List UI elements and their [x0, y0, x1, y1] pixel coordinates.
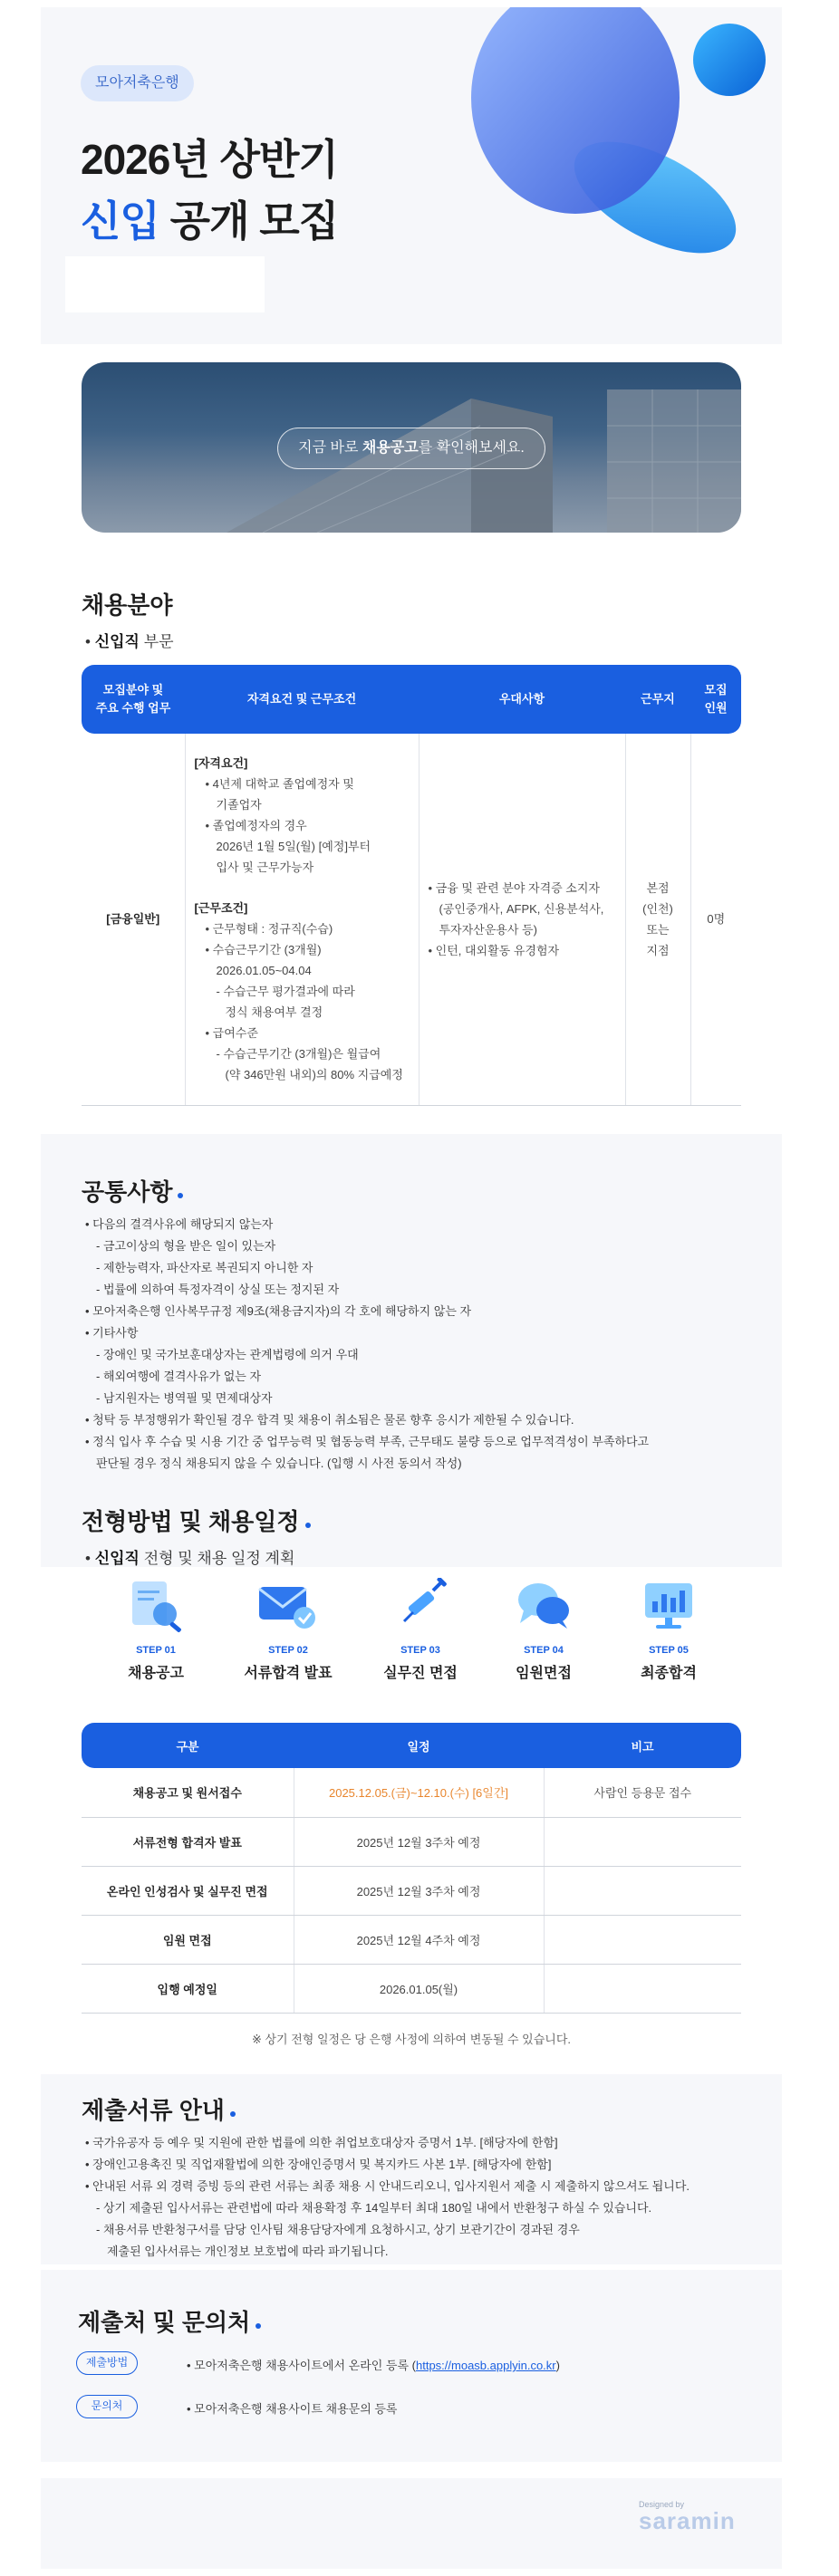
docs-line: • 국가유공자 등 예우 및 지원에 관한 법률에 의한 취업보호대상자 증명서 1부. [해당자에 한함]	[85, 2136, 558, 2149]
title-dot	[230, 2111, 236, 2117]
schedule-row-name: 채용공고 및 원서접수	[82, 1768, 294, 1817]
process-sub-bold: 신입직	[94, 1550, 140, 1567]
docs-line: 제출된 입사서류는 개인정보 보호법에 따라 파기됩니다.	[107, 2244, 389, 2258]
qualification-cell	[185, 734, 419, 1105]
header-schedule: 일정	[294, 1723, 544, 1768]
schedule-header	[82, 1723, 741, 1768]
banner-image[interactable]	[82, 362, 741, 533]
step-2	[225, 1578, 352, 1682]
location-line: (인천)	[642, 901, 673, 916]
schedule-row-note: 사람인 등용문 접수	[544, 1768, 741, 1817]
pref-line: 투자자산운용사 등)	[439, 922, 537, 937]
step-number: STEP 02	[268, 1645, 308, 1656]
qual-line: 2026년 1월 5일(월) [예정]부터	[216, 840, 371, 854]
step-4	[480, 1578, 607, 1682]
banner-text-after: 를 확인해보세요.	[418, 440, 525, 456]
schedule-row-date: 2025년 12월 3주차 예정	[294, 1866, 544, 1915]
hero-blank-area	[65, 256, 265, 312]
docs-line: • 안내된 서류 외 경력 증빙 등의 관련 서류는 최종 채용 시 안내드리오니, 입사지원서 제출 시 제출하지 않으셔도 됩니다.	[85, 2179, 690, 2193]
work-line: (약 346만원 내외)의 80% 지급예정	[225, 1068, 403, 1082]
schedule-row	[82, 1768, 741, 1817]
step-3	[357, 1578, 484, 1682]
common-line: - 해외여행에 결격사유가 없는 자	[96, 1370, 262, 1383]
pref-line: • 인턴, 대외활동 유경험자	[428, 943, 560, 957]
schedule-row	[82, 1817, 741, 1866]
contact-title-text: 제출처 및 문의처	[78, 2309, 251, 2336]
designed-by-label: Designed by	[639, 2500, 685, 2509]
header-field: 모집분야 및 주요 수행 업무	[82, 665, 185, 734]
work-line: - 수습근무 평가결과에 따라	[216, 985, 355, 999]
common-line: - 금고이상의 형을 받은 일이 있는자	[96, 1239, 276, 1253]
step-number: STEP 05	[649, 1645, 689, 1656]
saramin-logo	[639, 2500, 736, 2533]
syringe-icon	[388, 1578, 453, 1634]
qual-line: • 4년제 대학교 졸업예정자 및	[205, 777, 354, 792]
step-number: STEP 04	[524, 1645, 564, 1656]
process-title-text: 전형방법 및 채용일정	[82, 1508, 300, 1535]
common-line: • 청탁 등 부정행위가 확인될 경우 합격 및 채용이 취소됨은 물론 향후 응시가 제한될 수 있습니다.	[85, 1413, 574, 1427]
process-title	[82, 1504, 311, 1537]
process-subtitle: • 신입직 전형 및 채용 일정 계획	[85, 1550, 295, 1567]
common-line: • 기타사항	[85, 1326, 139, 1340]
recruit-table	[82, 665, 741, 1106]
step-number: STEP 03	[400, 1645, 440, 1656]
step-name: 실무진 면접	[383, 1666, 458, 1681]
docs-notes	[85, 2132, 690, 2263]
pref-line: (공인중개사, AFPK, 신용분석사,	[439, 901, 604, 916]
qual-line: 기졸업자	[216, 798, 262, 812]
preference-cell	[419, 734, 625, 1105]
schedule-row-note	[544, 1817, 741, 1866]
docs-title	[82, 2092, 236, 2126]
schedule-row	[82, 1964, 741, 2013]
title-dot	[178, 1193, 183, 1198]
work-line: • 근무형태 : 정규직(수습)	[205, 922, 333, 937]
recruit-table-header	[82, 665, 741, 734]
header-qualification: 자격요건 및 근무조건	[185, 665, 419, 734]
apply-site-link[interactable]: https://moasb.applyin.co.kr	[415, 2359, 556, 2372]
submit-method-text	[187, 2356, 560, 2373]
step-name: 임원면접	[516, 1666, 572, 1681]
work-line: • 수습근무기간 (3개월)	[205, 943, 322, 957]
docs-title-text: 제출서류 안내	[82, 2097, 225, 2124]
recruit-sub-bold: 신입직	[94, 633, 140, 650]
common-line: • 다음의 결격사유에 해당되지 않는자	[85, 1217, 274, 1231]
step-1	[92, 1578, 219, 1682]
schedule-row-name: 입행 예정일	[82, 1964, 294, 2013]
common-line: 판단될 경우 정식 채용되지 않을 수 있습니다. (입행 시 사전 동의서 작성)	[96, 1456, 462, 1470]
submit-method-chip: 제출방법	[76, 2351, 138, 2375]
location-line: 또는	[646, 922, 670, 937]
inquiry-chip: 문의처	[76, 2395, 138, 2418]
common-line: - 법률에 의하여 특정자격이 상실 또는 정지된 자	[96, 1283, 340, 1296]
step-name: 서류합격 발표	[244, 1666, 333, 1681]
step-name: 최종합격	[641, 1666, 697, 1681]
work-title: [근무조건]	[194, 901, 248, 916]
docs-line: - 상기 제출된 입사서류는 관련법에 따라 채용확정 후 14일부터 최대 180일 내에서 반환청구 하실 수 있습니다.	[96, 2201, 652, 2215]
recruit-row	[82, 734, 741, 1105]
work-line: 2026.01.05~04.04	[216, 964, 312, 978]
step-5	[605, 1578, 732, 1682]
header-note: 비고	[544, 1723, 741, 1768]
schedule-row-date: 2026.01.05(월)	[294, 1964, 544, 2013]
common-line: • 정식 입사 후 수습 및 시용 기간 중 업무능력 및 협동능력 부족, 근무태도 불량 등으로 업무적격성이 부족하다고	[85, 1435, 650, 1448]
step-name: 채용공고	[128, 1666, 184, 1681]
location-cell	[625, 734, 690, 1105]
work-line: - 수습근무기간 (3개월)은 월급여	[216, 1047, 381, 1062]
schedule-row-note	[544, 1866, 741, 1915]
hero-title-line2	[81, 188, 338, 248]
schedule-row-date: 2025년 12월 4주차 예정	[294, 1915, 544, 1964]
header-preference: 우대사항	[419, 665, 625, 734]
recruit-title: 채용분야	[82, 591, 173, 619]
schedule-row-date: 2025.12.05.(금)~12.10.(수) [6일간]	[294, 1768, 544, 1817]
method-text: • 모아저축은행 채용사이트에서 온라인 등록 (	[187, 2359, 416, 2372]
common-title-text: 공통사항	[82, 1178, 173, 1206]
monitor-chart-icon	[636, 1578, 701, 1634]
header-category: 구분	[82, 1723, 294, 1768]
docs-line: - 채용서류 반환청구서를 담당 인사팀 채용담당자에게 요청하시고, 상기 보관기간이 경과된 경우	[96, 2223, 580, 2236]
header-location: 근무지	[625, 665, 690, 734]
location-line: 본점	[646, 880, 670, 895]
title-dot	[256, 2323, 261, 2329]
common-title	[82, 1174, 183, 1207]
method-close: )	[555, 2359, 560, 2372]
contact-title	[78, 2304, 261, 2338]
schedule-row	[82, 1866, 741, 1915]
qual-title: [자격요건]	[194, 756, 248, 771]
hero-3d-shapes-illustration	[439, 7, 782, 279]
qual-line: • 졸업예정자의 경우	[205, 819, 307, 833]
pref-line: • 금융 및 관련 분야 자격증 소지자	[428, 880, 600, 895]
schedule-row	[82, 1915, 741, 1964]
step-number: STEP 01	[136, 1645, 176, 1656]
schedule-table	[82, 1723, 741, 2014]
schedule-row-note	[544, 1964, 741, 2013]
hero-title-highlight: 신입	[81, 197, 159, 245]
header-count: 모집 인원	[690, 665, 741, 734]
schedule-row-name: 서류전형 합격자 발표	[82, 1817, 294, 1866]
qual-line: 입사 및 근무가능자	[216, 860, 314, 875]
speech-bubbles-icon	[511, 1578, 576, 1634]
common-notes	[85, 1214, 649, 1475]
hero-section	[41, 7, 782, 344]
location-line: 지점	[646, 943, 670, 957]
common-line: - 제한능력자, 파산자로 복권되지 아니한 자	[96, 1261, 313, 1274]
work-line: 정식 채용여부 결정	[225, 1005, 323, 1020]
hero-title-rest: 공개 모집	[159, 197, 339, 245]
process-steps	[82, 1578, 741, 1687]
schedule-row-note	[544, 1915, 741, 1964]
common-line: - 장애인 및 국가보훈대상자는 관계법령에 의거 우대	[96, 1348, 359, 1361]
banner-text-before: 지금 바로	[298, 440, 362, 456]
magnifier-document-icon	[123, 1578, 188, 1634]
field-cell: [금융일반]	[82, 734, 185, 1105]
check-notice-pill[interactable]	[277, 428, 545, 469]
process-sub-rest: 전형 및 채용 일정 계획	[139, 1550, 295, 1567]
envelope-icon	[256, 1578, 321, 1634]
title-dot	[305, 1523, 311, 1528]
schedule-row-name: 임원 면접	[82, 1915, 294, 1964]
recruit-subtitle: • 신입직 부문	[85, 633, 174, 650]
recruit-sub-rest: 부문	[139, 633, 174, 650]
work-line: • 급여수준	[205, 1026, 258, 1041]
count-cell: 0명	[690, 734, 741, 1105]
docs-line: • 장애인고용촉진 및 직업재활법에 의한 장애인증명서 및 복지카드 사본 1부. [해당자에 한함]	[85, 2158, 552, 2171]
inquiry-text: • 모아저축은행 채용사이트 채용문의 등록	[187, 2402, 398, 2416]
schedule-row-date: 2025년 12월 3주차 예정	[294, 1817, 544, 1866]
hero-title-line1: 2026년 상반기	[81, 136, 338, 183]
saramin-wordmark: saramin	[639, 2507, 736, 2534]
schedule-note: ※ 상기 전형 일정은 당 은행 사정에 의하여 변동될 수 있습니다.	[251, 2033, 571, 2046]
banner-text-bold: 채용공고	[362, 440, 419, 456]
common-line: • 모아저축은행 인사복무규정 제9조(채용금지자)의 각 호에 해당하지 않는 자	[85, 1304, 472, 1318]
company-badge: 모아저축은행	[81, 65, 194, 101]
schedule-row-name: 온라인 인성검사 및 실무진 면접	[82, 1866, 294, 1915]
common-line: - 남지원자는 병역필 및 면제대상자	[96, 1391, 273, 1405]
